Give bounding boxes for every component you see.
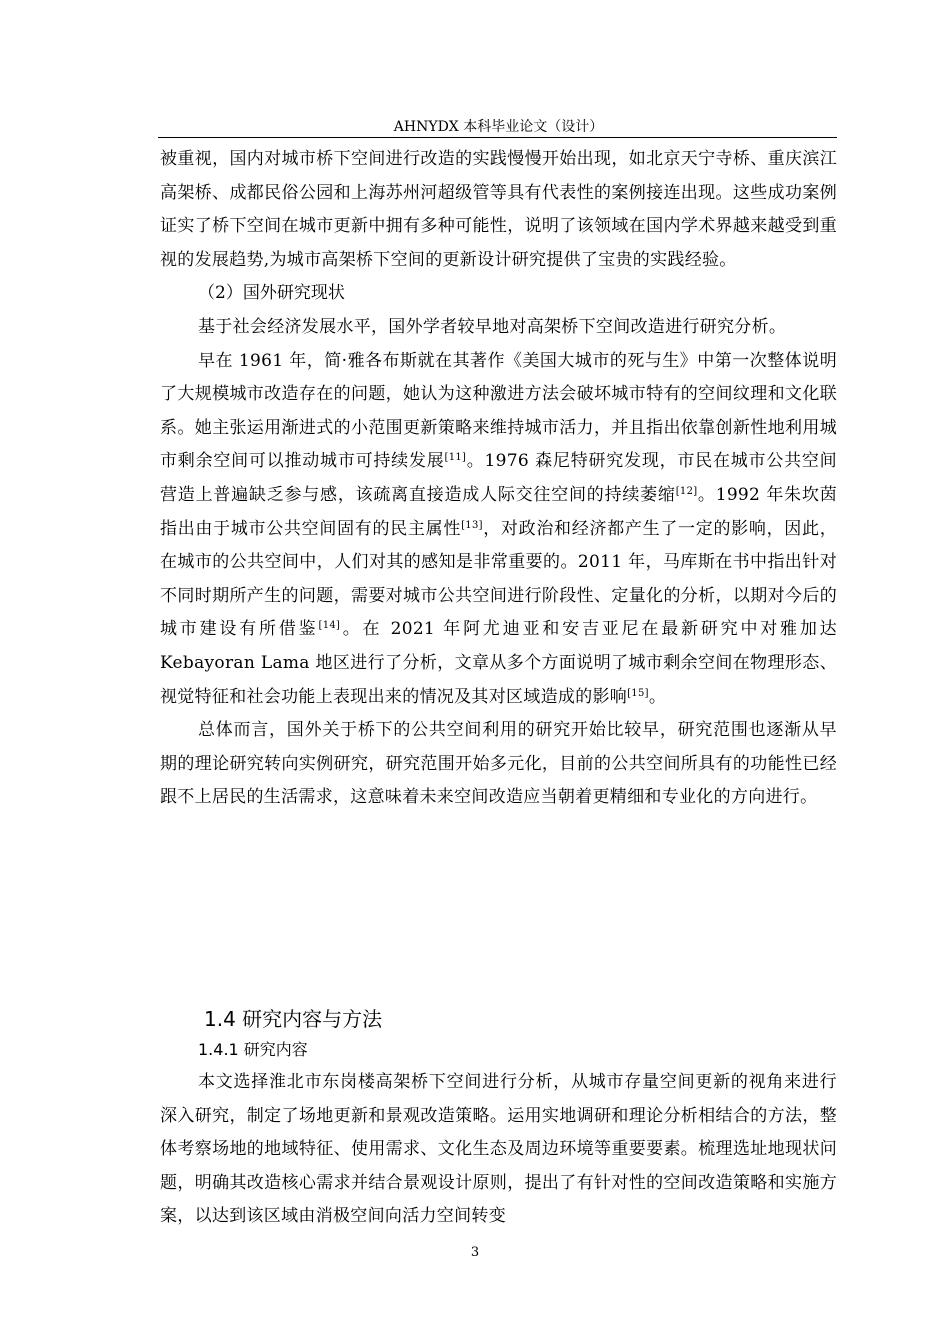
- text-line: 被重视，国内对城市桥下空间进行改造的实践慢慢开始出现，如北京天宁寺桥、: [160, 149, 768, 169]
- text-run: ，对政治和经济都产生了一定的影响，因此，在城市的公共空间中，人们对其的感知是非常重要的。2011 年，马库斯在书中指出针对不同时期所产生的问题，需要对城市公共空间进行阶段性、定量化的分析，以期对今后的城市建设有所借鉴: [160, 518, 838, 640]
- text-line: 重庆滨江高架桥、成都民俗公园和上海苏州河超级管等具有代表性的案例接连出: [160, 149, 838, 203]
- citation-14: [14]: [318, 620, 341, 632]
- text-run: 。: [648, 686, 667, 707]
- citation-12: [12]: [675, 485, 698, 497]
- citation-15: [15]: [627, 687, 649, 699]
- text-run: 。1992 年朱坎茵指出由于城市公共空间固有的民主属性: [160, 484, 838, 539]
- paragraph-research-content: 本文选择淮北市东岗楼高架桥下空间进行分析，从城市存量空间更新的视角来进行深入研究，制定了场地更新和景观改造策略。运用实地调研和理论分析相结合的方法，整体考察场地的地域特征、使用需求、文化生态及周边环境等重要要素。梳理选址地现状问题，明确其改造核心需求并结合景观设计原则，提出了有针对性的空间改造策略和实施方案，以达到该区域由消极空间向活力空间转变: [160, 1072, 837, 1227]
- paragraph-history: [160, 345, 837, 715]
- subsection-title: 1.4.1 研究内容: [198, 1040, 308, 1059]
- text-line: 在国内学术界越来越受到重视的发展趋势,为城市高架桥下空间的更新设计研究提: [160, 216, 837, 270]
- header-rule: [158, 137, 837, 138]
- citation-11: [11]: [444, 452, 467, 464]
- page-number: 3: [470, 1245, 480, 1260]
- text-line: 供了宝贵的实践经验。: [563, 249, 737, 270]
- paragraph-continued: [160, 143, 837, 277]
- text-line: 现。这些成功案例证实了桥下空间在城市更新中拥有多种可能性，说明了该领域: [160, 182, 837, 237]
- main-text: [160, 143, 837, 815]
- paragraph-intro: 基于社会经济发展水平，国外学者较早地对高架桥下空间改造进行研究分析。: [198, 316, 787, 337]
- page-header: AHNYDX 本科毕业论文（设计）: [393, 119, 604, 135]
- paragraph-summary: 总体而言，国外关于桥下的公共空间利用的研究开始比较早，研究范围也逐渐从早期的理论研究转向实例研究，研究范围开始多元化，目前的公共空间所具有的功能性已经跟不上居民的生活需求，这意味着未来空间改造应当朝着更精细和专业化的方向进行。: [160, 720, 837, 808]
- text-run: 。在 2021 年阿尤迪亚和安吉亚尼在最新研究中对雅加达 Kebayoran Lama 地区进行了分析，文章从多个方面说明了城市剩余空间在物理形态、视觉特征和社会功能上表现出来的情况及其对区域造成的影响: [160, 619, 837, 707]
- citation-13: [13]: [461, 519, 483, 531]
- text-run: 。1976 森尼特研究发现，市民在城市公共空间营造上普遍缺乏参与感，该疏离直接造成人际交往空间的持续萎缩: [160, 451, 837, 505]
- section-title: 1.4 研究内容与方法: [204, 1007, 383, 1031]
- section-text: [160, 1066, 837, 1234]
- subheading-foreign-research: （2）国外研究现状: [198, 283, 345, 304]
- text-run: 早在 1961 年，简·雅各布斯就在其著作《美国大城市的死与生》中第一次整体说明了大规模城市改造存在的问题，她认为这种激进方法会破坏城市特有的空间纹理和文化联系。她主张运用渐进式的小范围更新策略来维持城市活力，并且指出依靠创新性地利用城市剩余空间可以推动城市可持续发展: [160, 350, 837, 472]
